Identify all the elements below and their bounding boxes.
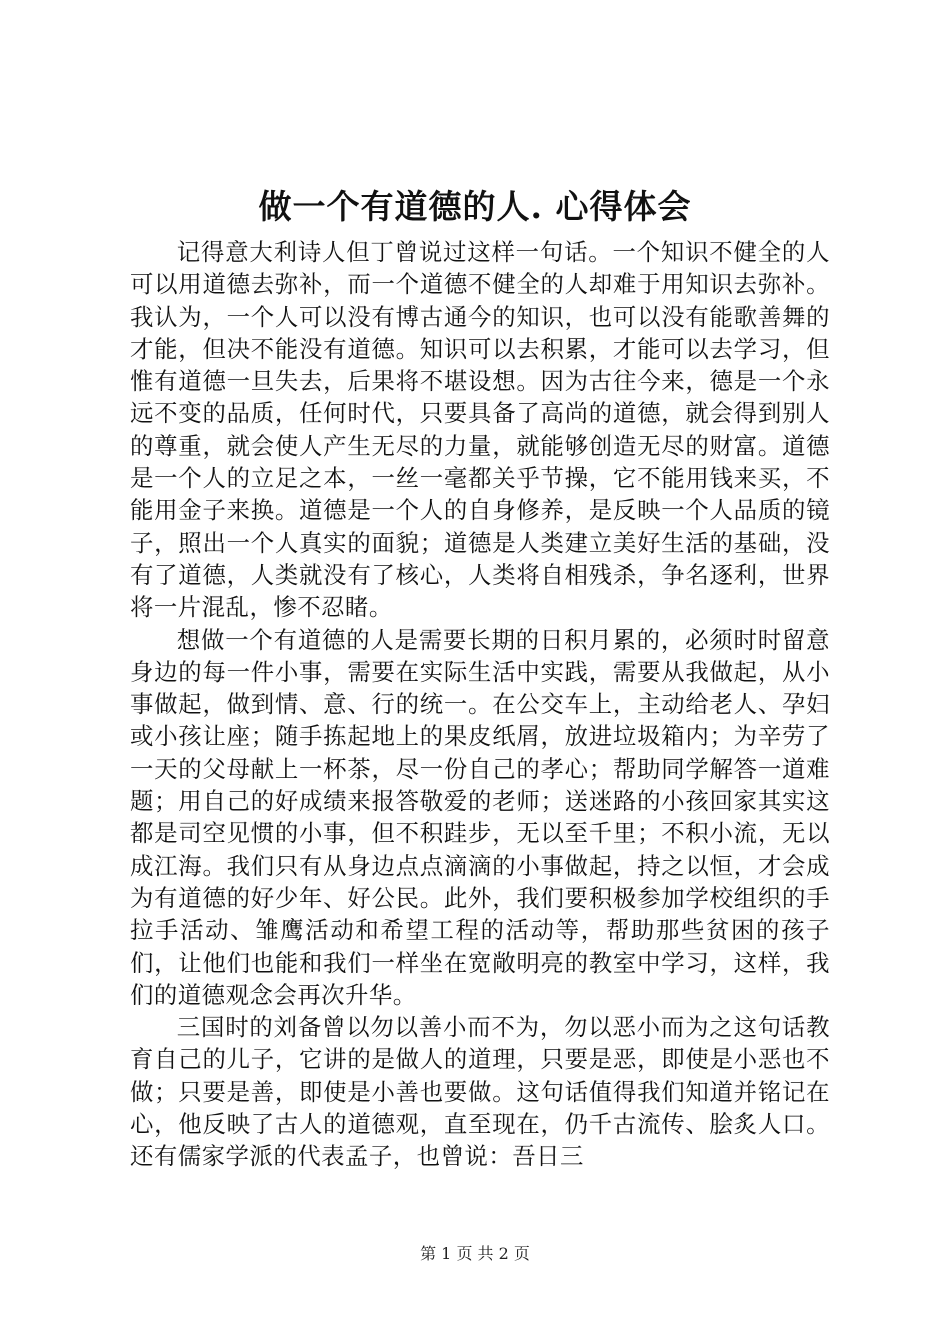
- document-title: 做一个有道德的人. 心得体会: [258, 187, 692, 226]
- document-body: [130, 236, 830, 1173]
- paragraph-2: 想做一个有道德的人是需要长期的日积月累的，必须时时留意身边的每一件小事，需要在实际生活中实践，需要从我做起，从小事做起，做到情、意、行的统一。在公交车上，主动给老人、孕妇或小孩让座；随手拣起地上的果皮纸屑，放进垃圾箱内；为辛劳了一天的父母献上一杯茶，尽一份自己的孝心；帮助同学解答一道难题；用自己的好成绩来报答敬爱的老师；送迷路的小孩回家其实这都是司空见惯的小事，但不积跬步，无以至千里；不积小流，无以成江海。我们只有从身边点点滴滴的小事做起，持之以恒，才会成为有道德的好少年、好公民。此外，我们要积极参加学校组织的手拉手活动、雏鹰活动和希望工程的活动等，帮助那些贫困的孩子们，让他们也能和我们一样坐在宽敞明亮的教室中学习，这样，我们的道德观念会再次升华。: [130, 625, 830, 1009]
- page-number-footer: 第 1 页 共 2 页: [420, 1244, 530, 1263]
- paragraph-3: 三国时的刘备曾以勿以善小而不为，勿以恶小而为之这句话教育自己的儿子，它讲的是做人的道理，只要是恶，即使是小恶也不做；只要是善，即使是小善也要做。这句话值得我们知道并铭记在心，他反映了古人的道德观，直至现在，仍千古流传、脍炙人口。还有儒家学派的代表孟子，也曾说：吾日三: [130, 1013, 830, 1171]
- paragraph-1: 记得意大利诗人但丁曾说过这样一句话。一个知识不健全的人可以用道德去弥补，而一个道德不健全的人却难于用知识去弥补。我认为，一个人可以没有博古通今的知识，也可以没有能歌善舞的才能，但决不能没有道德。知识可以去积累，才能可以去学习，但惟有道德一旦失去，后果将不堪设想。因为古往今来，德是一个永远不变的品质，任何时代，只要具备了高尚的道德，就会得到别人的尊重，就会使人产生无尽的力量，就能够创造无尽的财富。道德是一个人的立足之本，一丝一毫都关乎节操，它不能用钱来买，不能用金子来换。道德是一个人的自身修养，是反映一个人品质的镜子，照出一个人真实的面貌；道德是人类建立美好生活的基础，没有了道德，人类就没有了核心，人类将自相残杀，争名逐利，世界将一片混乱，惨不忍睹。: [130, 238, 830, 622]
